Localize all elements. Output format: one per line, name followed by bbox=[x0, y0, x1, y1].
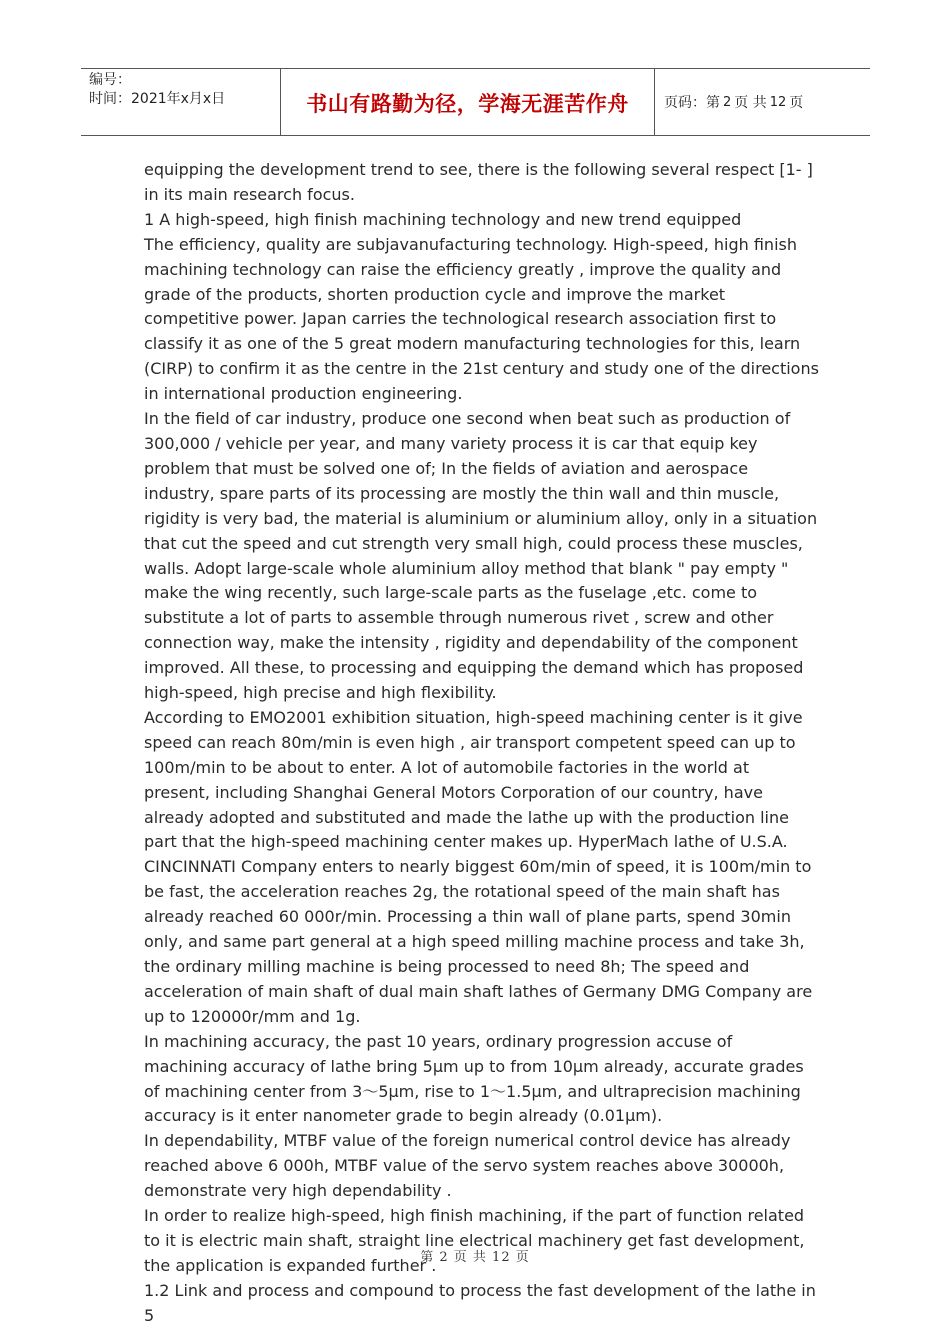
page-header bbox=[81, 68, 870, 136]
section-heading: 1.2 Link and process and compound to process the fast development of the lathe in 5 bbox=[144, 1280, 816, 1325]
paragraph: In the field of car industry, produce one second when beat such as production of 300,000 / vehicle per year, and many variety process it is car that equip key problem that must be solved one of; In the fields of aviation and aerospace industry, spare parts of its processing are mostly the thin wall and thin muscle, rigidity is very bad, the material is aluminium or aluminium alloy, only in a situation that cut the speed and cut strength very small high, could process these muscles, walls. Adopt large-scale whole aluminium alloy method that blank " pay empty " make the wing recently, such large-scale parts as the fuselage ,etc. come to substitute a lot of parts to assemble through numerous rivet , screw and other connection way, make the intensity , rigidity and dependability of the component improved. All these, to processing and equipping the demand which has proposed high-speed, high precise and high flexibility. bbox=[144, 409, 818, 703]
page-end-label: 页 bbox=[789, 95, 804, 111]
paragraph: In machining accuracy, the past 10 years, ordinary progression accuse of machining accuracy of lathe bring 5μm up to from 10μm already, accurate grades of machining center from 3～5μm, rise to 1～1.5μm, and ultraprecision machining accuracy is it enter nanometer grade to begin already (0.01μm). bbox=[144, 1031, 804, 1126]
section-heading: 1 A high-speed, high finish machining technology and new trend equipped bbox=[144, 209, 742, 229]
paragraph: equipping the development trend to see, there is the following several respect [1- ] in its main research focus. bbox=[144, 160, 813, 204]
motto-text: 书山有路勤为径，学海无涯苦作舟 bbox=[306, 92, 629, 116]
header-page-cell bbox=[655, 69, 870, 135]
page-mid-label: 页 共 bbox=[734, 95, 767, 111]
paragraph: In dependability, MTBF value of the foreign numerical control device has already reached above 6 000h, MTBF value of the servo system reaches above 30000h, demonstrate very high dependability . bbox=[144, 1131, 791, 1201]
page-current: 2 bbox=[723, 94, 732, 110]
document-date: 时间：2021年x月x日 bbox=[89, 91, 226, 107]
paragraph: In order to realize high-speed, high finish machining, if the part of function related to it is electric main shaft, straight line electrical machinery get fast development, the application is expanded further . bbox=[144, 1206, 805, 1275]
header-motto-cell bbox=[281, 69, 655, 135]
page-label: 页码：第 bbox=[664, 95, 720, 111]
header-info-cell bbox=[81, 69, 281, 135]
document-number-label: 编号： bbox=[89, 72, 131, 88]
page-total: 12 bbox=[769, 94, 787, 110]
paragraph: According to EMO2001 exhibition situation, high-speed machining center is it give speed can reach 80m/min is even high , air transport competent speed can up to 100m/min to be about to enter. A lot of automobile factories in the world at present, including Shanghai General Motors Corporation of our country, have already adopted and substituted and made the lathe up with the production line part that the high-speed machining center makes up. HyperMach lathe of U.S.A. CINCINNATI Company enters to nearly biggest 60m/min of speed, it is 100m/min to be fast, the acceleration reaches 2g, the rotational speed of the main shaft has already reached 60 000r/min. Processing a thin wall of plane parts, spend 30min only, and same part general at a high speed milling machine process and take 3h, the ordinary milling machine is being processed to need 8h; The speed and acceleration of main shaft of dual main shaft lathes of Germany DMG Company are up to 120000r/mm and 1g. bbox=[144, 707, 813, 1026]
document-body bbox=[144, 158, 819, 1329]
paragraph: The efficiency, quality are subjavanufacturing technology. High-speed, high finish machining technology can raise the efficiency greatly , improve the quality and grade of the products, shorten production cycle and improve the market competitive power. Japan carries the technological research association first to classify it as one of the 5 great modern manufacturing technologies for this, learn (CIRP) to confirm it as the centre in the 21st century and study one of the directions in international production engineering. bbox=[144, 234, 819, 404]
page-footer: 第 2 页 共 12 页 bbox=[420, 1250, 530, 1265]
